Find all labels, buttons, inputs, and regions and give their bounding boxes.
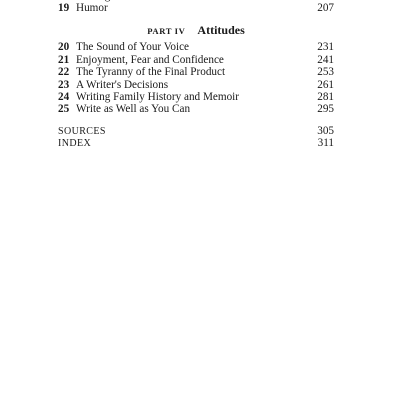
chapter-title: The Sound of Your Voice (76, 41, 190, 54)
chapter-title: Enjoyment, Fear and Confidence (76, 53, 224, 66)
page-number: 261 (317, 78, 334, 91)
page-number: 295 (317, 103, 334, 116)
toc-entry-24[interactable] (58, 91, 334, 103)
page-number: 253 (317, 66, 334, 79)
chapter-number: 24 (58, 90, 70, 103)
toc-entry-sources[interactable] (58, 125, 334, 137)
backmatter-list (58, 125, 334, 150)
toc-entry-index[interactable] (58, 137, 334, 149)
page-number: 281 (317, 90, 334, 103)
chapter-title: Writing Family History and Memoir (76, 90, 239, 103)
chapter-number: 19 (58, 2, 70, 14)
chapter-number: 22 (58, 66, 70, 79)
page-number: 241 (317, 53, 334, 66)
part-label: PART IV (147, 26, 186, 37)
toc-entry-25[interactable] (58, 103, 334, 115)
chapter-number: 25 (58, 103, 70, 116)
toc-entry-20[interactable] (58, 41, 334, 53)
chapter-number: 21 (58, 53, 70, 66)
toc-entry-19[interactable] (58, 2, 334, 14)
chapter-number: 20 (58, 41, 70, 54)
part-heading (58, 23, 334, 37)
part-title: Attitudes (197, 23, 245, 38)
chapter-title: Write as Well as You Can (76, 103, 191, 116)
backmatter-title: INDEX (58, 138, 92, 150)
toc-entry-22[interactable] (58, 66, 334, 78)
toc-entry-21[interactable] (58, 54, 334, 66)
chapter-number: 23 (58, 78, 70, 91)
toc-entry-23[interactable] (58, 79, 334, 91)
chapter-title: Humor (76, 2, 108, 14)
chapter-title: The Tyranny of the Final Product (76, 66, 226, 79)
table-of-contents (58, 0, 334, 150)
chapter-title: A Writer's Decisions (76, 78, 169, 91)
page-number: 231 (317, 41, 334, 54)
backmatter-title: SOURCES (58, 125, 106, 137)
page-number: 305 (317, 124, 334, 137)
page-number: 207 (317, 2, 334, 14)
page-number: 311 (317, 137, 334, 150)
